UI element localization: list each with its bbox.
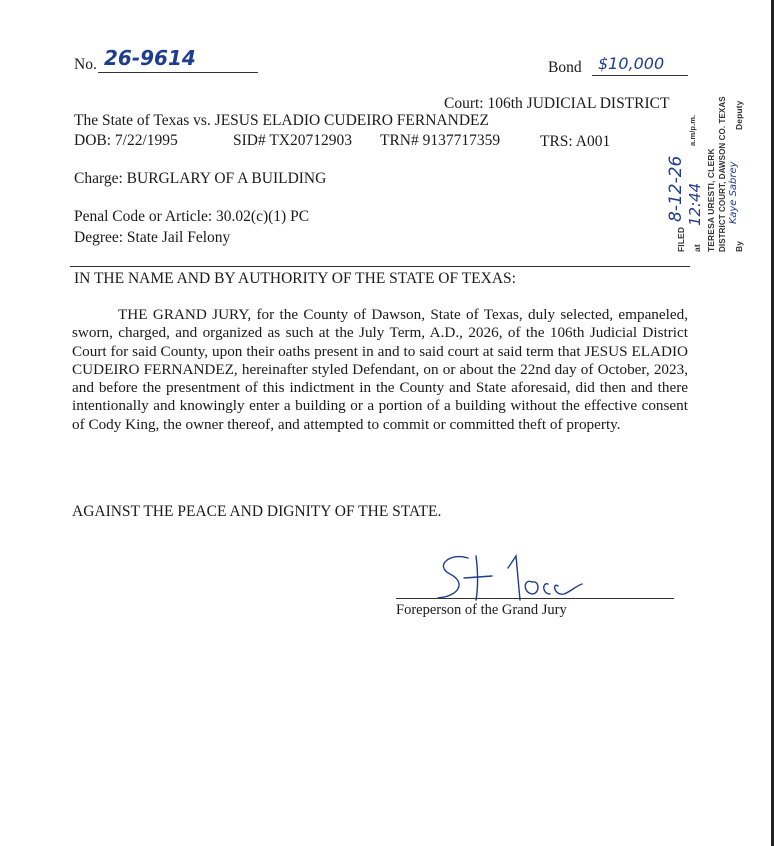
case-style: The State of Texas vs. JESUS ELADIO CUDEIRO FERNANDEZ [74, 112, 489, 129]
stamp-deputy-label: Deputy [734, 100, 744, 130]
indictment-body: THE GRAND JURY, for the County of Dawson, State of Texas, duly selected, empaneled, sworn, charged, and organized as such at the July Term, A.D., 2026, of the 106th Judicial District Court for said County, upon their oaths present in and to said court at said term that JESUS ELADIO CUDEIRO FERNANDEZ, hereinafter styled Defendant, on or about the 22nd day of October, 2023, and before the presentment of this indictment in the County and State aforesaid, did then and there intentionally and knowingly enter a building or a portion of a building without the effective consent of Cody King, the owner thereof, and attempted to commit or committed theft of property. [72, 306, 688, 433]
bond-label: Bond [548, 59, 582, 76]
stamp-by-label: By [734, 240, 744, 252]
foreperson-signature [420, 548, 610, 608]
court-line: Court: 106th JUDICIAL DISTRICT [444, 95, 670, 112]
penal-code: Penal Code or Article: 30.02(c)(1) PC [74, 208, 310, 225]
case-number-label: No. [74, 56, 97, 73]
dob: DOB: 7/22/1995 [74, 132, 178, 149]
filed-stamp [668, 94, 748, 254]
stamp-court: DISTRICT COURT, DAWSON CO. TEXAS [718, 96, 727, 252]
authority-line: IN THE NAME AND BY AUTHORITY OF THE STATE OF TEXAS: [74, 270, 516, 287]
stamp-time: 12:44 [686, 182, 704, 226]
foreperson-label: Foreperson of the Grand Jury [396, 602, 567, 618]
sid: SID# TX20712903 [233, 132, 352, 149]
charge: Charge: BURGLARY OF A BUILDING [74, 170, 327, 187]
signature-line [396, 586, 674, 599]
stamp-clerk: TERESA URESTI, CLERK [706, 148, 716, 252]
case-number-value: 26-9614 [104, 46, 196, 70]
against-line: AGAINST THE PEACE AND DIGNITY OF THE STATE. [72, 503, 442, 520]
stamp-by-signature: Kaye Sabrey [728, 161, 739, 224]
section-divider [70, 252, 690, 267]
bond-value: $10,000 [598, 54, 665, 73]
stamp-at-label: at [692, 244, 702, 252]
stamp-filed-date: 8-12-26 [666, 155, 686, 222]
trs: TRS: A001 [540, 133, 611, 150]
degree: Degree: State Jail Felony [74, 229, 231, 246]
stamp-ampm: a.m/p.m. [688, 114, 697, 146]
trn: TRN# 9137717359 [380, 132, 501, 149]
stamp-filed-label: FILED [676, 226, 686, 252]
